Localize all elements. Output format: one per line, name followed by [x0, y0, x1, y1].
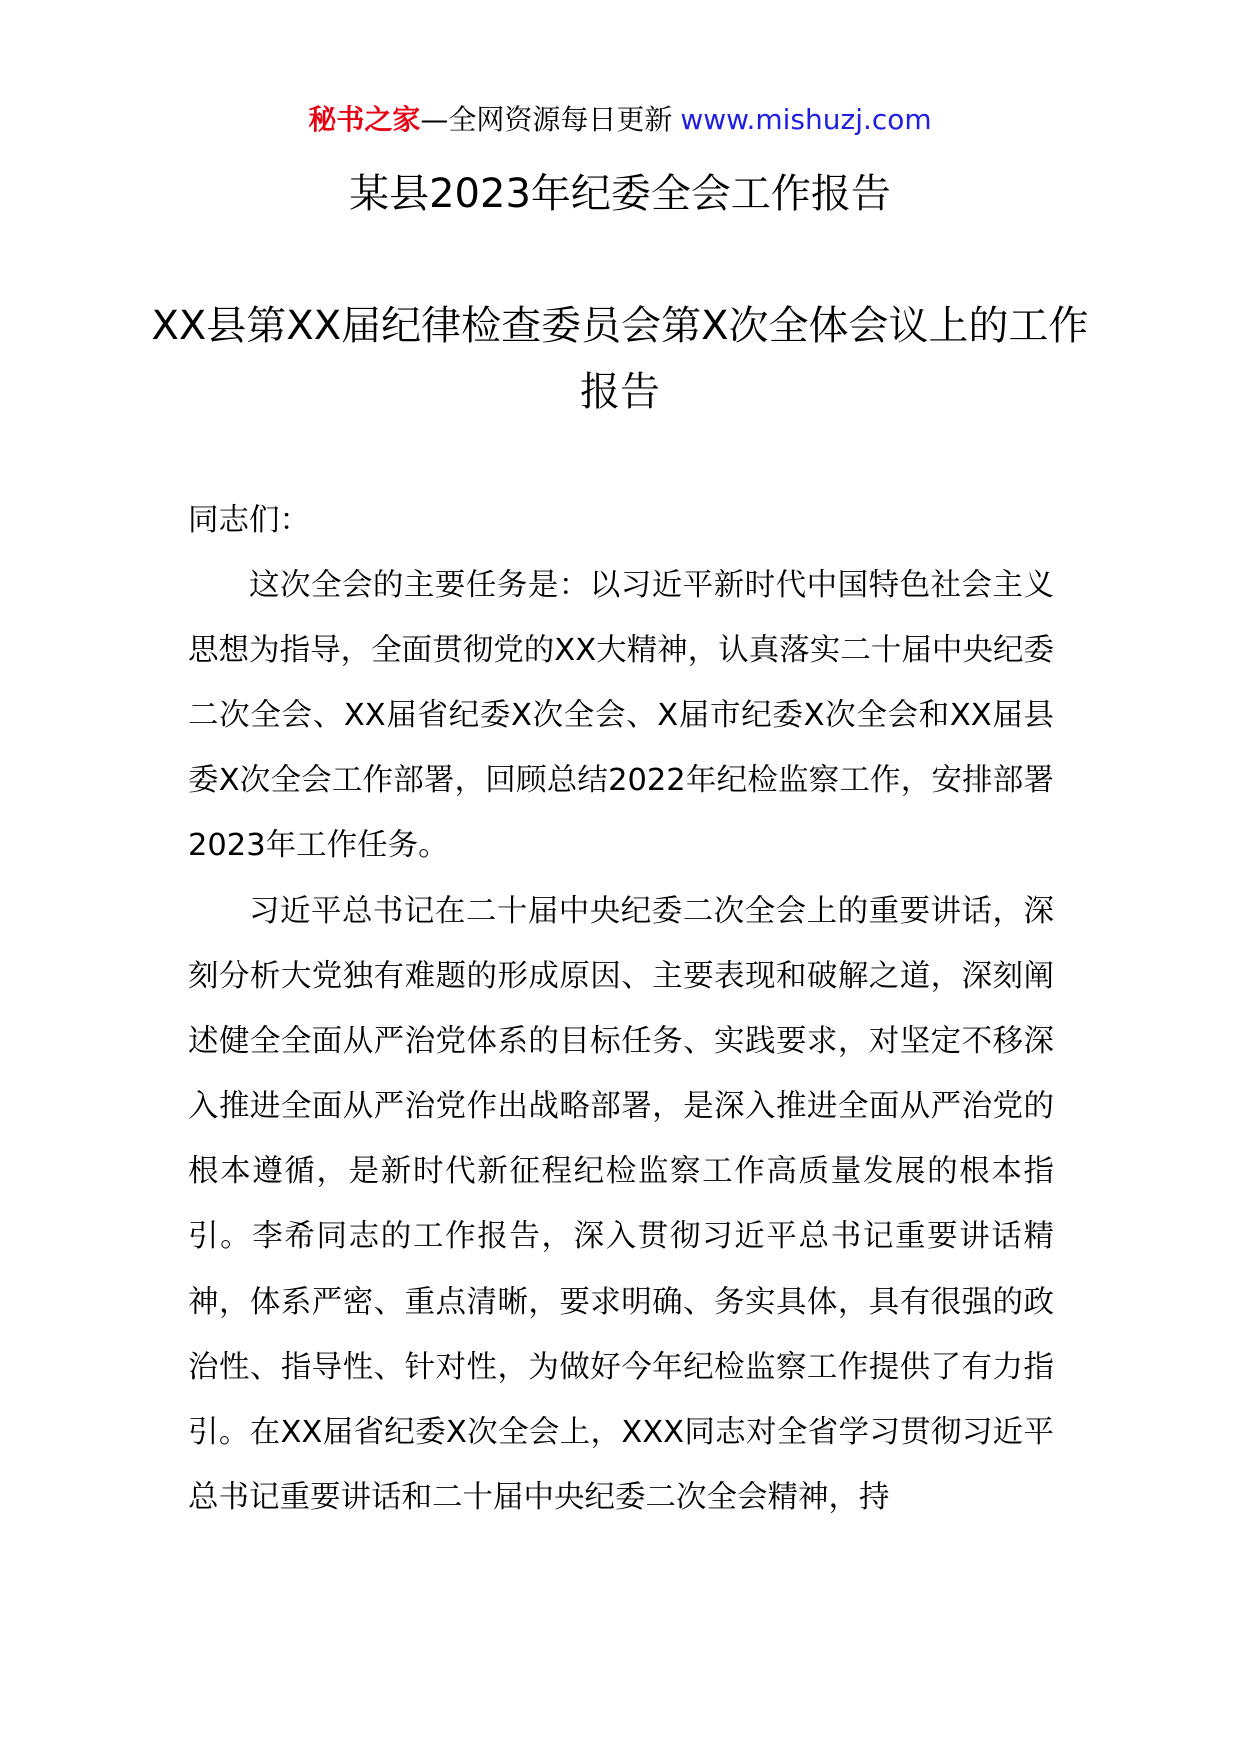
- document-subtitle: XX县第XX届纪律检查委员会第X次全体会议上的工作报告: [151, 303, 1089, 415]
- site-url-link[interactable]: www.mishuzj.com: [680, 103, 932, 136]
- document-title: 某县2023年纪委全会工作报告: [349, 171, 891, 217]
- brand-name: 秘书之家: [308, 103, 421, 136]
- site-header: [0, 100, 1240, 140]
- body-paragraph-1: 这次全会的主要任务是：以习近平新时代中国特色社会主义思想为指导，全面贯彻党的XX大精神，认真落实二十届中央纪委二次全会、XX届省纪委X次全会、X届市纪委X次全会和XX届县委X次全会工作部署，回顾总结2022年纪检监察工作，安排部署2023年工作任务。: [188, 568, 1054, 864]
- salutation: 同志们：: [188, 503, 310, 538]
- site-slogan: —全网资源每日更新: [420, 103, 673, 136]
- body-paragraph-2: 习近平总书记在二十届中央纪委二次全会上的重要讲话，深刻分析大党独有难题的形成原因、主要表现和破解之道，深刻阐述健全全面从严治党体系的目标任务、实践要求，对坚定不移深入推进全面从严治党作出战略部署，是深入推进全面从严治党的根本遵循，是新时代新征程纪检监察工作高质量发展的根本指引。李希同志的工作报告，深入贯彻习近平总书记重要讲话精神，体系严密、重点清晰，要求明确、务实具体，具有很强的政治性、指导性、针对性，为做好今年纪检监察工作提供了有力指引。在XX届省纪委X次全会上，XXX同志对全省学习贯彻习近平总书记重要讲话和二十届中央纪委二次全会精神，持: [188, 894, 1054, 1515]
